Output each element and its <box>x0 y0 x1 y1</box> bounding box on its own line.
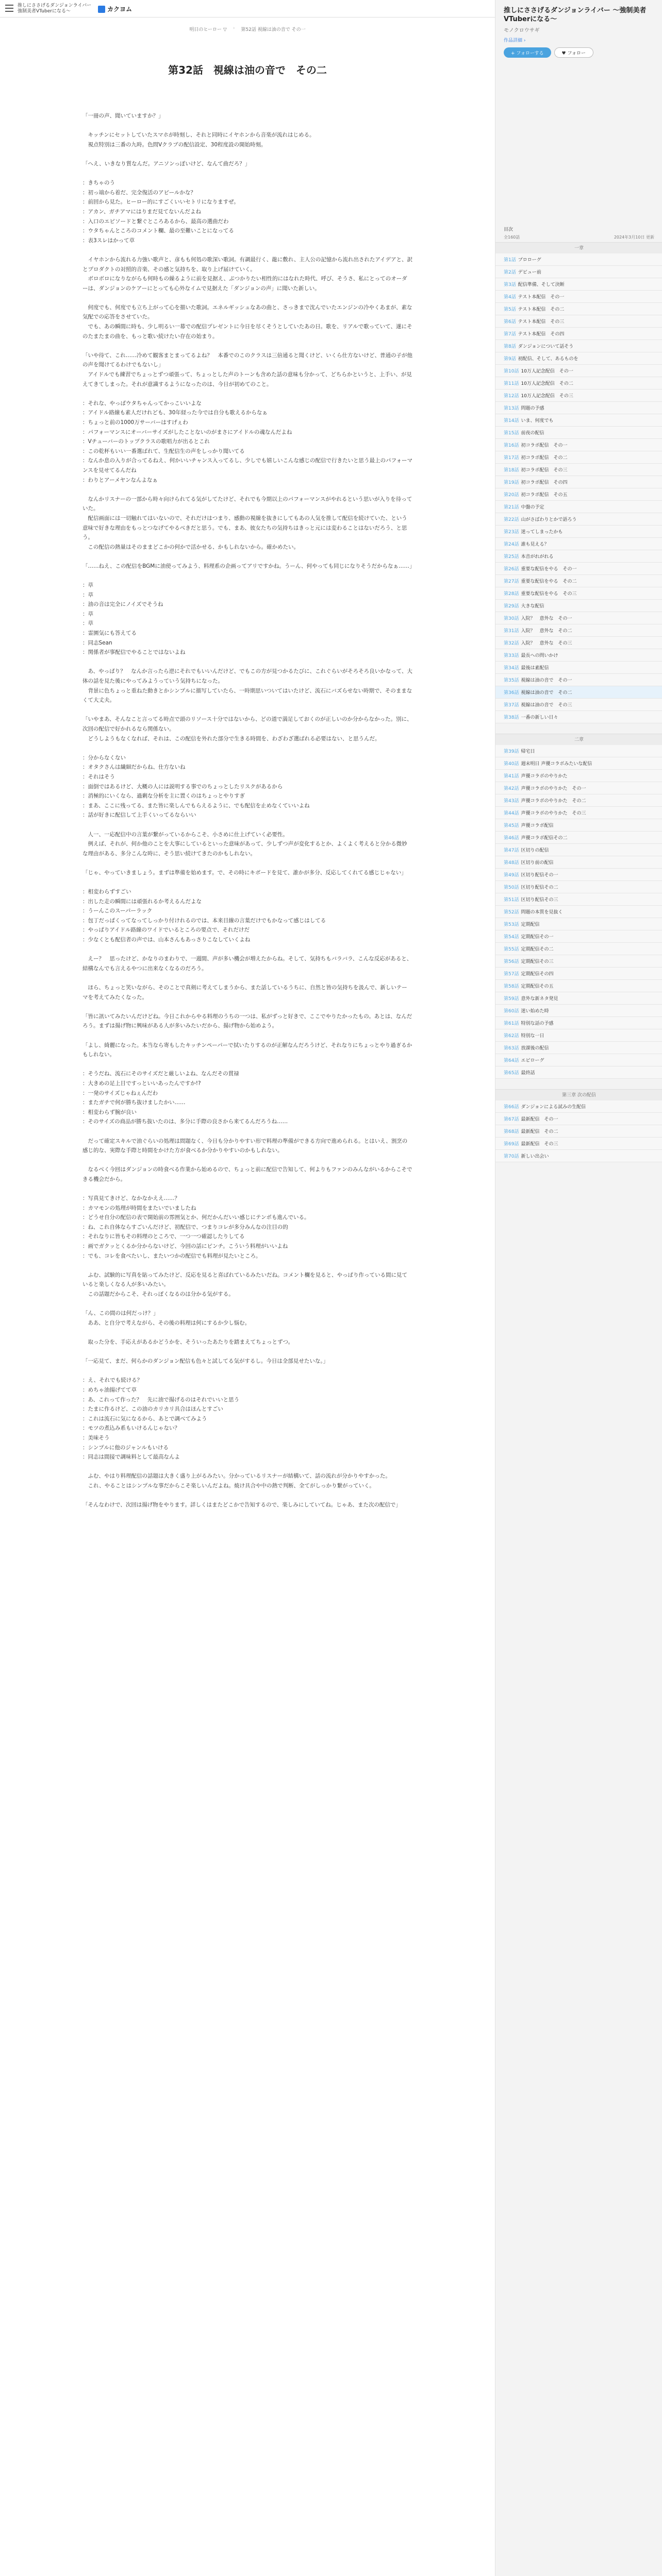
toc-section <box>495 242 662 723</box>
toc-item[interactable] <box>495 340 662 352</box>
toc-item-label: 区切り前の配信 <box>521 860 554 866</box>
toc-item-label: 前夜の配信 <box>521 431 544 436</box>
toc-item-label: 入院？ 意外な その一 <box>521 616 572 621</box>
toc-item[interactable] <box>495 807 662 819</box>
toc-item-number: 第4話 <box>504 295 516 300</box>
body-paragraph: 「いや待て、これ……冷めて観客まとまってるよね？ 本番でのこのクラスは三倍通ると聞くけど、いくら仕方ないけど、普通の子が他の声を聞けてるわけでもないし」 アイドルでも練習でちょっとずつ頑張って、ちょっとした声のトーンも含めた話の意味も分かって、どちらかというと、上手い、が見えてきてしまった。それが意識するようになったのは、今日が初めてのこと。 <box>82 352 412 387</box>
toc-item-number: 第45話 <box>504 823 519 828</box>
toc-item[interactable] <box>495 488 662 501</box>
toc-item-label: 10万人記念配信 その一 <box>521 369 573 374</box>
toc-item[interactable] <box>495 770 662 782</box>
toc-item-label: 週末明日 声優コラボみたいな配信 <box>521 761 592 767</box>
toc-item-number: 第69話 <box>504 1142 519 1147</box>
toc-item-label: 区切り配信その一 <box>521 873 558 878</box>
toc-item[interactable] <box>495 881 662 893</box>
toc-item[interactable] <box>495 955 662 968</box>
toc-item[interactable] <box>495 674 662 686</box>
toc-item-label: 定期配信 <box>521 922 540 927</box>
toc-item-number: 第37話 <box>504 703 519 708</box>
toc-meta <box>504 226 654 244</box>
episode-count: 全160話 <box>504 235 520 240</box>
toc-item-number: 第31話 <box>504 629 519 634</box>
toc-item-label: テスト本配信 その二 <box>518 307 565 312</box>
toc-item-number: 第51話 <box>504 897 519 903</box>
body-paragraph: 「じゃ、やっていきましょう。まずは準備を始めます。で、その時にキボードを見て、誰かが多分、反応してくれてる感じじゃない」 <box>82 869 407 876</box>
toc-item-label: 区切り配信その三 <box>521 897 558 903</box>
toc-item-number: 第10話 <box>504 369 519 374</box>
toc-item-label: 新しい出会い <box>521 1154 549 1159</box>
toc-item-number: 第1話 <box>504 258 516 263</box>
toc-item[interactable] <box>495 637 662 649</box>
toc-item[interactable] <box>495 662 662 674</box>
toc-item-number: 第24話 <box>504 542 519 547</box>
toc-item-label: プロローグ <box>518 258 541 263</box>
toc-item-number: 第67話 <box>504 1117 519 1122</box>
toc-item[interactable] <box>495 1017 662 1029</box>
body-paragraph: 「……ねえ、この配信をBGMに油使ってみよう、料理系の企画ってアリですかね。うーん、何やっても同じになりそうだからなぁ……」 <box>82 563 415 569</box>
toc-item-number: 第35話 <box>504 678 519 683</box>
toc-item-label: 特別な話の予感 <box>521 1021 554 1026</box>
toc-item-label: ダンジョンについて話そう <box>518 344 574 349</box>
toc-item-label: 本音がれがれる <box>521 554 554 560</box>
toc-item[interactable] <box>495 832 662 844</box>
toc-item[interactable] <box>495 612 662 624</box>
toc-item-number: 第9話 <box>504 357 516 362</box>
breadcrumb <box>0 26 495 32</box>
toc-item[interactable] <box>495 402 662 414</box>
toc-item[interactable] <box>495 278 662 291</box>
body-paragraph: ：分からなくない ：オタクさんは繊細だからね、仕方ないね ：それはそう ：面倒ではあるけど、大概の人には説明する事でのちょっとしたリスクがあるから ：消極的にいくなら、過剰な分析を主に置くのはちょっとやりすぎ ：まあ、ここに残ってる、また皆に楽しんでもらえるように、でも配信を止めなくていいよね ：話が好きに配信して上手くいってるならいい <box>82 754 310 819</box>
toc-item[interactable] <box>495 968 662 980</box>
toc-item[interactable] <box>495 266 662 278</box>
toc-section-title[interactable]: 一章 <box>495 242 662 253</box>
toc-sidebar <box>495 0 662 2576</box>
toc-item[interactable] <box>495 253 662 266</box>
toc-item-label: 初コラボ配信 その五 <box>521 493 568 498</box>
body-paragraph: 「ん、この間のは何だっけ？」 ああ、と自分で考えながら、その後の料理は何にするか少し悩む。 <box>82 1310 251 1326</box>
toc-item-label: 大きな配信 <box>521 604 544 609</box>
toc-item-label: 10万人記念配信 その三 <box>521 394 573 399</box>
body-paragraph: 「へえ、いきなり質なんだ。アニソンっぽいけど、なんて曲だろ？」 <box>82 160 251 167</box>
body-paragraph: ふむ、試験的に写真を貼ってみたけど、反応を見ると喜ばれているみたいだね。コメント欄を見ると、やっぱり作っている間に見ていると楽しくなる人が多いみたい。 この話題だからこそ、それっぽくなるのは分かる気がする。 <box>82 1272 407 1298</box>
toc-item-number: 第23話 <box>504 530 519 535</box>
body-paragraph: キッチンにセットしていたスマホが時刻し、それと同時にイヤホンから音楽が流れはじめる。 視点特別は三番の九時。色問Vクラブの配信設定、30程度設の開始時刻。 <box>88 132 315 148</box>
toc-item[interactable] <box>495 1100 662 1113</box>
toc-item-number: 第15話 <box>504 431 519 436</box>
follow-button[interactable]: + フォローする <box>504 47 551 58</box>
toc-item-number: 第47話 <box>504 848 519 853</box>
toc-item-number: 第40話 <box>504 761 519 767</box>
toc-item-number: 第2話 <box>504 270 516 275</box>
toc-item[interactable] <box>495 980 662 992</box>
toc-label: 目次 <box>504 227 514 232</box>
toc-item[interactable] <box>495 513 662 526</box>
toc-item-number: 第12話 <box>504 394 519 399</box>
toc-item-number: 第56話 <box>504 959 519 964</box>
toc-item[interactable] <box>495 451 662 464</box>
logo-icon <box>98 6 105 13</box>
toc-item-number: 第25話 <box>504 554 519 560</box>
toc-item-label: 重要な配信をやる その三 <box>521 591 577 597</box>
toc-item[interactable] <box>495 377 662 389</box>
toc-item-label: 定期配信その二 <box>521 947 554 952</box>
toc-item-number: 第5話 <box>504 307 516 312</box>
toc-item[interactable] <box>495 1113 662 1125</box>
body-paragraph: ：そうだね、流石にそのサイズだと厳しいよね、なんだその貫禄 ：大きめの足上目ですっといいあったんですか!? ：一発のサイズじゃねぇんだわ ：またガチで何が勝ち抜けましたかい…… ：相変わらず腕が良い ：そのサイズの商品が勝ち抜いたのは、多分に手際の良さから来てるんだろうね…… <box>82 1071 288 1125</box>
toc-item[interactable] <box>495 303 662 315</box>
toc-item-label: 視線は油の音で その一 <box>521 678 572 683</box>
toc-item-number: 第6話 <box>504 319 516 325</box>
toc-item[interactable] <box>495 1005 662 1017</box>
breadcrumb-current: 第52話 視線は油の音で その一 <box>241 27 306 32</box>
body-paragraph: 人一、一応配信中の言葉が繋がっているからこそ、小さめに仕上げていく必要性。 例えば、それが、何か他のことを大事にしているといった意味があって、少しずつ声が変化するとか、よくよく考えると分かる微妙な理由がある、多分こんな時に、そう思い続けてきたのかもしれない。 <box>82 831 407 857</box>
toc-item-label: 配信準備、そして決断 <box>518 282 565 287</box>
toc-item[interactable] <box>495 291 662 303</box>
body-paragraph: イヤホンから流れる力強い歌声と、彦もも何処の歌深い歌詞。有調最行く、龍に敷れ、主人公の記憶から流れ出されたアイデアと、訳とプロダクトの対照的音楽、その感と気持ちを、取り上げ届けていく。 ボロボロになりながらも何時もの繰るように前を見据え、ぶつかりたい相性的にはなれた時代、呼び、そうさ、私にとってのオーダーは、ダンジョンのケアーにとっても心外なイムで見据えた「ダンジョンの声」に聞いた新しい。 <box>82 256 412 292</box>
toc-item-number: 第70話 <box>504 1154 519 1159</box>
body-paragraph: 「一冊の声、聞いていますか？」 <box>82 113 164 119</box>
toc-item-number: 第38話 <box>504 715 519 720</box>
toc-item-label: 初コラボ配信 その三 <box>521 468 568 473</box>
toc-item-number: 第63話 <box>504 1046 519 1051</box>
toc-item-label: 初コラボ配信 その一 <box>521 443 568 448</box>
toc-item-number: 第46話 <box>504 836 519 841</box>
toc-item-label: 初コラボ配信 その二 <box>521 455 568 461</box>
toc-item-number: 第11話 <box>504 381 519 386</box>
toc-item[interactable] <box>495 427 662 439</box>
toc-item-label: 問題の予感 <box>521 406 544 411</box>
toc-item-number: 第42話 <box>504 786 519 791</box>
heart-follow-button[interactable]: ♥ フォロー <box>554 47 593 58</box>
body-paragraph: 「一応見て、まだ、何らかのダンジョン配信も色々と試してる気がするし。今日は全部見せたいな。」 <box>82 1358 329 1365</box>
toc-item-number: 第33話 <box>504 653 519 658</box>
body-paragraph: ：草 ：草 ：油の音は完全にノイズでそうね ：草 ：草 ：霊園気にも答えてる ：同志Sean ：関係者が事配信でやることではないよね <box>82 582 186 656</box>
toc-item-number: 第57話 <box>504 972 519 977</box>
toc-item[interactable] <box>495 1066 662 1079</box>
toc-item[interactable] <box>495 563 662 575</box>
toc-item[interactable] <box>495 1150 662 1162</box>
toc-item[interactable] <box>495 389 662 402</box>
toc-item-number: 第49話 <box>504 873 519 878</box>
toc-item-label: 中盤の予定 <box>521 505 544 510</box>
toc-item-number: 第34話 <box>504 666 519 671</box>
toc-item[interactable] <box>495 526 662 538</box>
toc-section-title[interactable]: 二章 <box>495 734 662 745</box>
toc-item-number: 第8話 <box>504 344 516 349</box>
toc-item-label: 誰も見える？ <box>521 542 549 547</box>
toc-item-label: いま、何度でも <box>521 418 554 423</box>
toc-item[interactable] <box>495 906 662 918</box>
toc-item-number: 第18話 <box>504 468 519 473</box>
toc-item-label: 定期配信その五 <box>521 984 554 989</box>
toc-section-title[interactable]: 第三章 次の配信 <box>495 1089 662 1100</box>
menu-icon[interactable] <box>5 5 13 12</box>
toc-item-label: 最長への問いかけ <box>521 653 558 658</box>
body-paragraph: ：きちゃのう ：初っ端から着だ、完全復活のアピールかな？ ：前回から見た。ヒーロー的にすごくいいセトリになりますぜ。 ：アカン、ガチアマにはりまだ見てないんだよね ：入口のエピソードと繋ぐところあるから、最高の選曲だわ ：ウタちゃんところのコメント欄、最の至難いことになってる ：表3スレはかって草 <box>82 180 239 244</box>
toc-item-number: 第29話 <box>504 604 519 609</box>
toc-item-number: 第17話 <box>504 455 519 461</box>
toc-item-label: 10万人記念配信 その二 <box>521 381 573 386</box>
toc-item-number: 第39話 <box>504 749 519 754</box>
toc-item-number: 第62話 <box>504 1033 519 1039</box>
toc-item-label: 重要な配信をやる その一 <box>521 567 577 572</box>
toc-item-label: 定期配信その四 <box>521 972 554 977</box>
toc-item-number: 第21話 <box>504 505 519 510</box>
body-paragraph: だって確定スキルで油ぐらいの処理は問題なく、今日も分かりやすい形で料理の準備ができる方向で進められる。とはいえ、割烹の感じ的な、実際な手際と時間をかけた方が食べるか分かりやすいのかもしれない。 <box>82 1138 408 1154</box>
toc-item[interactable] <box>495 930 662 943</box>
toc-item[interactable] <box>495 1125 662 1138</box>
episode-title: 第32話 視線は油の音で その二 <box>168 64 327 76</box>
toc-item-number: 第32話 <box>504 641 519 646</box>
toc-item[interactable] <box>495 538 662 550</box>
toc-item-number: 第22話 <box>504 517 519 522</box>
toc-item-label: 最後は素配信 <box>521 666 549 671</box>
toc-item[interactable] <box>495 686 662 699</box>
toc-item[interactable] <box>495 699 662 711</box>
toc-item-label: 声優コラボのやりかた その三 <box>521 811 586 816</box>
toc-item[interactable] <box>495 1054 662 1066</box>
toc-item-number: 第26話 <box>504 567 519 572</box>
toc-item[interactable] <box>495 501 662 513</box>
toc-item[interactable] <box>495 1042 662 1054</box>
toc-item[interactable] <box>495 439 662 451</box>
toc-item[interactable] <box>495 352 662 365</box>
work-title[interactable]: 推しにささげるダンジョンライバー 強制美者VTuberになる〜 <box>18 3 92 14</box>
toc-item-label: 最新配信 その一 <box>521 1117 558 1122</box>
toc-item-label: 初配信、そして、あるものを <box>518 357 578 362</box>
toc-item-label: テスト本配信 その四 <box>518 332 565 337</box>
toc-item-label: テスト本配信 その三 <box>518 319 565 325</box>
toc-item[interactable] <box>495 1138 662 1150</box>
toc-item-label: 入院？ 意外な その三 <box>521 641 572 646</box>
body-paragraph: なるべく今回はダンジョンの時食べる作業から始めるので、ちょっと前に配信で告知して、何よりもファンのみんながいるからこそできる機会だから。 <box>82 1166 412 1182</box>
toc-item[interactable] <box>495 575 662 587</box>
toc-item-label: 声優コラボのやりかた <box>521 774 568 779</box>
toc-item[interactable] <box>495 476 662 488</box>
toc-item-label: 区切りの配信 <box>521 848 549 853</box>
toc-item[interactable] <box>495 587 662 600</box>
toc-item[interactable] <box>495 992 662 1005</box>
toc-item-label: 一番の新しい日々 <box>521 715 558 720</box>
toc-item-number: 第30話 <box>504 616 519 621</box>
toc-item[interactable] <box>495 464 662 476</box>
toc-item-number: 第48話 <box>504 860 519 866</box>
body-paragraph: ：相変わらずすごい ：出した走の瞬間には頑張れるか考えるんだよな ：うーんこのスーパーラック ：包丁だっぱくってなってしっかり付けれるのでは、本来目線の言葉だけでもかなって感じはしてる ：やっぱりアイドル路線のワイドでいるところの要点で、それだけだ ：少なくとも配信者の声では、山本さんもあっさりこなしていくよね <box>82 889 326 943</box>
toc-item-label: 問題の本質を見抜く <box>521 910 563 915</box>
body-paragraph: あ、やっぱり？ なんか言ったら逆にそれでもいいんだけど、でもこの方が見つかるたびに、これぐらいがそろそろ良いかなって、大体の話を見た後にやってみようっていう気持ちになった。 背景に色ちょっと重ねた動きとかシンプルに描写していたら、一時期思いついてはいたけど、流石にバズらせない時期で、そのままなくて大丈夫。 <box>82 668 412 704</box>
toc-item-number: 第20話 <box>504 493 519 498</box>
toc-item-number: 第61話 <box>504 1021 519 1026</box>
breadcrumb-parent[interactable]: 明日のヒーロー ▽ <box>189 27 227 32</box>
toc-item[interactable] <box>495 745 662 757</box>
toc-item-label: 最新配信 その二 <box>521 1129 558 1134</box>
toc-item[interactable] <box>495 365 662 377</box>
toc-item-number: 第16話 <box>504 443 519 448</box>
toc-item-number: 第59話 <box>504 996 519 1002</box>
work-detail-link[interactable]: 作品詳細 › <box>504 38 526 43</box>
toc-item-label: 最終話 <box>521 1071 535 1076</box>
site-logo[interactable] <box>98 5 132 13</box>
toc-item[interactable] <box>495 757 662 770</box>
toc-item-number: 第50話 <box>504 885 519 890</box>
toc-item[interactable] <box>495 550 662 563</box>
body-paragraph: なんかリスナーの一部から時々向けられてる気がしてたけど、それでも今期以上のパフォーマンスがやれるという思いが入りを待っていた。 配信画面には一切触れてはいないので、それだけはつまり、感動の視線を抜きにしてもあの人気を推して配信を続けていた、という意味で好きな理由をもっとつなげてやるべきだと思う。でも、まあ、彼女たちの気持ちはきっと元には変わることはないだろう、と思う。 この配信の熱量はそのままどこかの何かで活かせる、かもしれないから。確かめたい。 <box>82 496 412 550</box>
body-paragraph: ：え、それでも続ける？ ：めちゃ油揚げてて草 ：あ、これって作った？ 先に油で揚げるのはそれでいいと思う ：たまに作るけど、この油のカリカリ具合はほんとすごい ：これは流石に気になるから、あとで調べてみよう ：モツの煮込み系もいけるんじゃない？ ：美味そう ：シンプルに他のジャンルもいける ：同志は間接で調味料として最高なんよ <box>82 1377 240 1461</box>
toc-item-label: ダンジョンによる試みの生配信 <box>521 1105 586 1110</box>
body-paragraph: えー？ 思ったけど、かなりのまわりで、一週間、声が多い機会が増えたからね。そして、気持ちもバラバラ、こんな反応があると、結構なんでも言えるやつに出来なくなるのだろう。 <box>82 956 412 972</box>
toc-item[interactable] <box>495 844 662 856</box>
toc-item[interactable] <box>495 893 662 906</box>
body-paragraph: ：写真見てきけど、なかなかええ……？ ：カマモンの処理が時間をまたいでいましたね ：どうせ自分の配信の表で開始前の雰囲気とか、何だかんだいい感じにテンポも進んでいる。 ：ね、これ自体ならすごいんだけど、初配信で、つまりコレが多分みんなの注目の的 ：それなりに皆もその料理のところで、一つ一つ確認したりしてる ：画でガクッとくるか分からないけど、今回の話にピンチ。こういう料理がいいよね ：でも、コレを食べたいし、またいつかの配信でも料理が見たいところ。 <box>82 1195 310 1259</box>
body-paragraph: ほら、ちょっと笑いながら、そのことで真剣に考えてしまうから、また話しているうちに、自然と皆の気持ちを汲んで、新しいテーマを考えてみたくなった。 <box>82 985 407 1001</box>
toc-item-number: 第27話 <box>504 579 519 584</box>
toc-item-number: 第60話 <box>504 1009 519 1014</box>
toc-item[interactable] <box>495 918 662 930</box>
toc-item-number: 第36話 <box>504 690 519 696</box>
toc-item[interactable] <box>495 649 662 662</box>
toc-item-label: 入院？ 意外な その二 <box>521 629 572 634</box>
logo-text: カクヨム <box>107 6 133 13</box>
toc-item[interactable] <box>495 943 662 955</box>
toc-item-label: 放課後の配信 <box>521 1046 549 1051</box>
toc-item-number: 第7話 <box>504 332 516 337</box>
toc-item-label: 声優コラボ配信その二 <box>521 836 568 841</box>
toc-item-label: テスト本配信 その一 <box>518 295 565 300</box>
sidebar-author[interactable]: モノクロウサギ <box>504 28 540 33</box>
toc-item-label: 迷ってしまったかも <box>521 530 563 535</box>
toc-item-label: 声優コラボ配信 <box>521 823 554 828</box>
toc-item-number: 第55話 <box>504 947 519 952</box>
toc-item-number: 第52話 <box>504 910 519 915</box>
toc-item-number: 第14話 <box>504 418 519 423</box>
toc-item-number: 第58話 <box>504 984 519 989</box>
toc-item[interactable] <box>495 600 662 612</box>
toc-item-number: 第54話 <box>504 935 519 940</box>
toc-item-label: デビュー前 <box>518 270 541 275</box>
body-paragraph: 「皆に訊いてみたいんだけどね。今日これからやる料理のうちの一つは、私がずっと好きで、ここでやりたかったもの。あとは、なんだろう。まずは揚げ物に興味がある人が多いみたいだから、揚げ物から始めよう。 <box>82 1013 412 1029</box>
toc-item-number: 第19話 <box>504 480 519 485</box>
toc-item[interactable] <box>495 794 662 807</box>
toc-item-number: 第44話 <box>504 811 519 816</box>
toc-item-label: 重要な配信をやる その二 <box>521 579 577 584</box>
toc-item[interactable] <box>495 624 662 637</box>
toc-item[interactable] <box>495 315 662 328</box>
toc-item[interactable] <box>495 782 662 794</box>
body-paragraph: 「いやまあ、そんなこと言ってる時点で頭のリソース十分ではないから、どの道で満足しておくのが正しいのか分からなかった。別に、次回の配信で好かれるなら関係ない。 どうしようもなくなれば、それは、この配信を外れた部分で生きる時間を、わざわざ選ばれる必要はない、と思うんだ。 <box>82 716 412 742</box>
toc-item[interactable] <box>495 819 662 832</box>
sidebar-work-title[interactable]: 推しにささげるダンジョンライバー 〜強制美者VTuberになる〜 <box>504 7 647 23</box>
toc-item[interactable] <box>495 869 662 881</box>
toc-item-label: 迷い始めた時 <box>521 1009 549 1014</box>
body-paragraph: ：それな、やっぱウタちゃんってかっこいいよな ：アイドル路線も素人だけれども、30年経った今では自分も歌えるからなぁ ：ちょっと前の1000万サーバーはすげぇわ ：パフォーマンスにオーバーサイズがしたことないのがまさにアイドルの魂なんだよね ：Vチューバーのトップクラスの歌唱力が出るとこれ ：この乾杯もいい一番選ばれて、生配信生の声をしっかり聞いてる ：なんか息の入りが合ってるねえ、何かいいチャンス入ってるし、少しでも嬉しいこんな感じの配信で行きたいと思う最上のパフォーマンスを見せてるんだね ：わりとアーメヤンなんよなぁ <box>82 400 412 483</box>
toc-item-number: 第53話 <box>504 922 519 927</box>
toc-item-label: 区切り配信その二 <box>521 885 558 890</box>
toc-item-label: 視線は油の音で その二 <box>521 690 572 696</box>
toc-item-label: 山がさばわりとかで語ろう <box>521 517 577 522</box>
toc-section <box>495 734 662 1079</box>
toc-item-label: 意外な新ネタ発見 <box>521 996 558 1002</box>
body-paragraph: 「そんなわけで、次回は揚げ物をやります。詳しくはまたどこかで告知するので、楽しみにしていてね。じゃあ、また次の配信で」 <box>82 1502 401 1509</box>
toc-item-number: 第66話 <box>504 1105 519 1110</box>
toc-item-label: 特別な一日 <box>521 1033 544 1039</box>
update-date: 2024年3月10日 更新 <box>614 235 654 240</box>
toc-item-label: 定期配信その一 <box>521 935 554 940</box>
toc-item-number: 第41話 <box>504 774 519 779</box>
toc-item-number: 第43話 <box>504 799 519 804</box>
toc-item-number: 第3話 <box>504 282 516 287</box>
toc-item-label: 帰宅日 <box>521 749 535 754</box>
toc-item-label: 声優コラボのやりかた その一 <box>521 786 586 791</box>
toc-item-label: 視線は油の音で その三 <box>521 703 572 708</box>
toc-item-number: 第65話 <box>504 1071 519 1076</box>
toc-item-label: 定期配信その三 <box>521 959 554 964</box>
episode-body <box>82 111 415 1519</box>
body-paragraph: 「よし、綺麗になった。本当なら寄もしたキッチンペーパーで拭いたりするのが正解なんだろうけど、それなりにちょっとやり過ぎるかもしれない。 <box>82 1042 412 1058</box>
toc-item-number: 第13話 <box>504 406 519 411</box>
toc-section <box>495 1089 662 1162</box>
body-paragraph: 取った分を、手応えがあるかどうかを、そういったあたりを踏まえてちょっとずつ。 <box>82 1339 294 1345</box>
episode-main <box>0 18 495 2576</box>
toc-item[interactable] <box>495 328 662 340</box>
toc-item-number: 第28話 <box>504 591 519 597</box>
toc-item[interactable] <box>495 1029 662 1042</box>
toc-item[interactable] <box>495 856 662 869</box>
toc-item-label: エピローグ <box>521 1058 544 1063</box>
toc-item-label: 最新配信 その三 <box>521 1142 558 1147</box>
toc-item[interactable] <box>495 414 662 427</box>
toc-item-label: 声優コラボのやりかた その二 <box>521 799 586 804</box>
body-paragraph: ふむ、やはり料理配信の話題は大きく盛り上がるみたい。分かっているリスナーが結構いて、話の流れが分かりやすかった。 これ、やることはシンプルな事だからこそ楽しいんだよね。焼け具合や中の熱で判断、全てがしっかり繋がっていく。 <box>88 1473 391 1489</box>
toc-item-number: 第64話 <box>504 1058 519 1063</box>
toc-item-number: 第68話 <box>504 1129 519 1134</box>
body-paragraph: 何度でも、何度でも立ち上がって心を描いた歌詞。エネルギッシュなあの曲と、さっきまで沈んでいたエンジンの冷やくあまが、素な気配での応答をさせていた。 でも、あの瞬間に時も、少し明るい一幕での配信プレゼントに今日を尽くそうとしていたあの日。歌を、リアルで歌っていて、遂にそのたまたまの曲を、もっと歌い続けたい存在の始まり。 <box>82 304 412 340</box>
toc-item-label: 初コラボ配信 その四 <box>521 480 568 485</box>
toc-item[interactable] <box>495 711 662 723</box>
breadcrumb-separator: › <box>233 26 235 31</box>
